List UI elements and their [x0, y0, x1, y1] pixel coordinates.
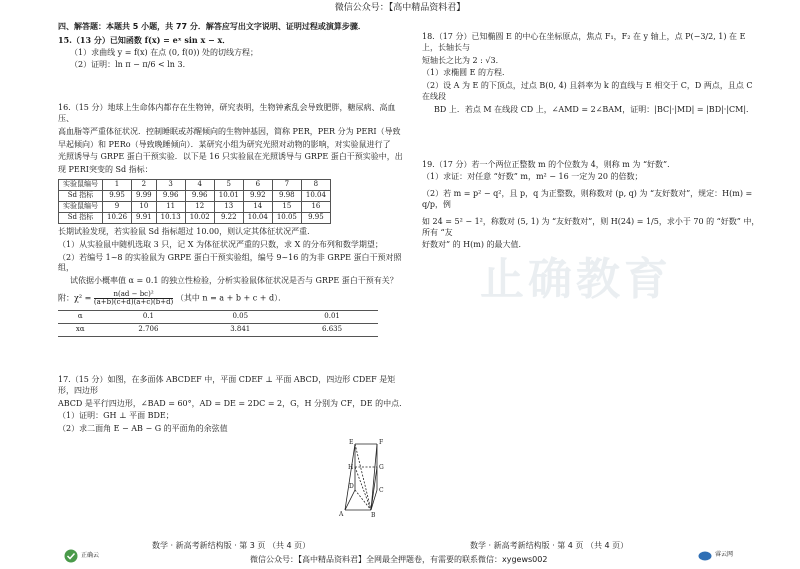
q16-line2: 高血脂等严重体征状况．控制睡眠或苏醒倾向的生物钟基因，简称 PER，PER 分为 PERⅠ（导致	[58, 126, 401, 136]
left-brand-logo	[64, 549, 99, 563]
left-column	[58, 18, 410, 437]
page-header: 微信公众号：【高中精品资料君】	[334, 3, 466, 13]
q18-line2: 短轴长之比为 2 : √3．	[422, 55, 504, 65]
q15-part2: （2）证明：ln π − π/6 < ln 3．	[70, 60, 191, 70]
q16-part2b: 试依据小概率值 α = 0.1 的独立性检验，分析实验鼠体征状况是否与 GRPE 蛋白干预有关？	[70, 276, 398, 286]
label-a: A	[339, 511, 344, 518]
q19-part2c: 好数对” 的 H(m) 的最大值．	[422, 240, 527, 250]
q15-part1: （1）求曲线 y = f(x) 在点 (0, f(0)) 处的切线方程；	[70, 47, 258, 57]
label-d: D	[349, 483, 354, 490]
section-title: 四、解答题：本题共 5 小题，共 77 分．解答应写出文字说明、证明过程或演算步骤．	[58, 22, 366, 31]
right-brand-logo	[698, 549, 733, 561]
q16-line1: 16.（15 分）地球上生命体内都存在生物钟，研究表明，生物钟紊乱会导致肥胖，糖尿病、高血压、	[58, 103, 396, 123]
cloud-logo-icon	[698, 549, 712, 561]
q18-part2a: （2）设 A 为 E 的下顶点，过点 B(0, 4) 且斜率为 k 的直线与 E 相交于 C，D 两点，且点 C 在线段	[422, 81, 753, 101]
table-row: 实验鼠编号 9 10 11 12 13 14 15 16	[59, 201, 331, 212]
q17-part2: （2）求二面角 E − AB − G 的平面角的余弦值	[58, 424, 228, 434]
label-c: C	[379, 487, 384, 494]
table-row: xα 2.706 3.841 6.635	[58, 323, 378, 336]
table-row: Sd 指标 10.26 9.91 10.13 10.02 9.22 10.04 10.05 9.95	[59, 212, 331, 223]
q16-line3: 早起倾向）和 PERo（导致晚睡倾向）．某研究小组为研究光照对动物的影响，对实验鼠进行了	[58, 139, 391, 149]
label-f: F	[379, 439, 384, 446]
q19-line1: 19.（17 分）若一个两位正整数 m 的个位数为 4，则称 m 为 “好数”．	[422, 159, 676, 169]
label-b: B	[371, 512, 376, 518]
q16-line5: 现 PERⅠ突变的 Sd 指标：	[58, 165, 153, 175]
q17-line1: 17.（15 分）如图，在多面体 ABCDEF 中，平面 CDEF ⊥ 平面 ABCD，四边形 CDEF 是矩形，四边形	[58, 374, 396, 395]
right-brand-text: 睿云网	[715, 550, 734, 558]
table-row: Sd 指标 9.95 9.99 9.96 9.96 10.01 9.92 9.98 10.04	[59, 190, 331, 201]
q16-part2a: （2）若编号 1~8 的实验鼠为 GRPE 蛋白干预实验组，编号 9~16 的为非 GRPE 蛋白干预对照组，	[58, 252, 402, 273]
sd-table	[58, 179, 331, 224]
q16-line6: 长期试验发现，若实验鼠 Sd 指标超过 10.00，则认定其体征状况严重．	[58, 226, 316, 236]
bottom-note: 微信公众号：【高中精品资料君】全网最全押题卷，有需要的联系微信：xygews002	[250, 555, 548, 565]
label-g: G	[379, 464, 384, 471]
left-brand-text: 正确云	[81, 551, 100, 559]
q18-part2b: BD 上．若点 M 在线段 CD 上，∠AMD = 2∠BAM，证明：|BC|·|MD| = |BD|·|CM|．	[434, 104, 755, 114]
q15-title: 15.（13 分）已知函数 f(x) = eˣ sin x − x．	[58, 34, 231, 45]
label-e: E	[349, 439, 354, 446]
watermark: 止确教育	[480, 254, 672, 305]
label-h: H	[348, 464, 354, 471]
polyhedron-figure	[335, 438, 415, 518]
left-page-footer: 数学 · 新高考新结构版 · 第 3 页 （共 4 页）	[152, 541, 311, 551]
q18-line1: 18.（17 分）已知椭圆 E 的中心在坐标原点，焦点 F₁，F₂ 在 y 轴上，点 P(−3/2, 1) 在 E 上，长轴长与	[422, 32, 746, 52]
right-page-footer: 数学 · 新高考新结构版 · 第 4 页 （共 4 页）	[470, 541, 629, 551]
chi-square-formula: 附：χ² = $\frac{\text{n(ad − bc)²}}{(a+b)(c+d)(a+c)(b+d)}$ （其中 n = a + b + c + d）．	[58, 289, 287, 306]
q19-part2a: （2）若 m = p² − q²，且 p，q 为正整数，则称数对 (p, q) 为 “友好数对”，规定：H(m) = q/p，例	[422, 189, 753, 209]
right-column	[422, 32, 762, 253]
q17-part1: （1）证明：GH ⊥ 平面 BDE；	[58, 411, 174, 421]
q18-part1: （1）求椭圆 E 的方程．	[422, 68, 511, 78]
q16-part1: （1）从实验鼠中随机选取 3 只，记 X 为体征状况严重的只数，求 X 的分布列和数学期望；	[58, 239, 383, 249]
table-row: α 0.1 0.05 0.01	[58, 310, 378, 323]
table-row: 实验鼠编号 1 2 3 4 5 6 7 8	[59, 179, 331, 190]
q16-line4: 光照诱导与 GRPE 蛋白干预实验．以下是 16 只实验鼠在光照诱导与 GRPE 蛋白干预实验中，出	[58, 152, 403, 162]
q19-part2b: 如 24 = 5² − 1²，称数对 (5, 1) 为 “友好数对”，则 H(24) = 1/5，求小于 70 的 “好数” 中，所有 “友	[422, 216, 760, 237]
q17-line2: ABCD 是平行四边形，∠BAD = 60°，AD = DE = 2DC = 2，G，H 分别为 CF，DE 的中点．	[58, 398, 408, 408]
q19-part1: （1）求证：对任意 “好数” m，m² − 16 一定为 20 的倍数；	[422, 172, 643, 182]
critical-value-table	[58, 310, 378, 337]
checkmark-logo-icon	[64, 549, 78, 563]
